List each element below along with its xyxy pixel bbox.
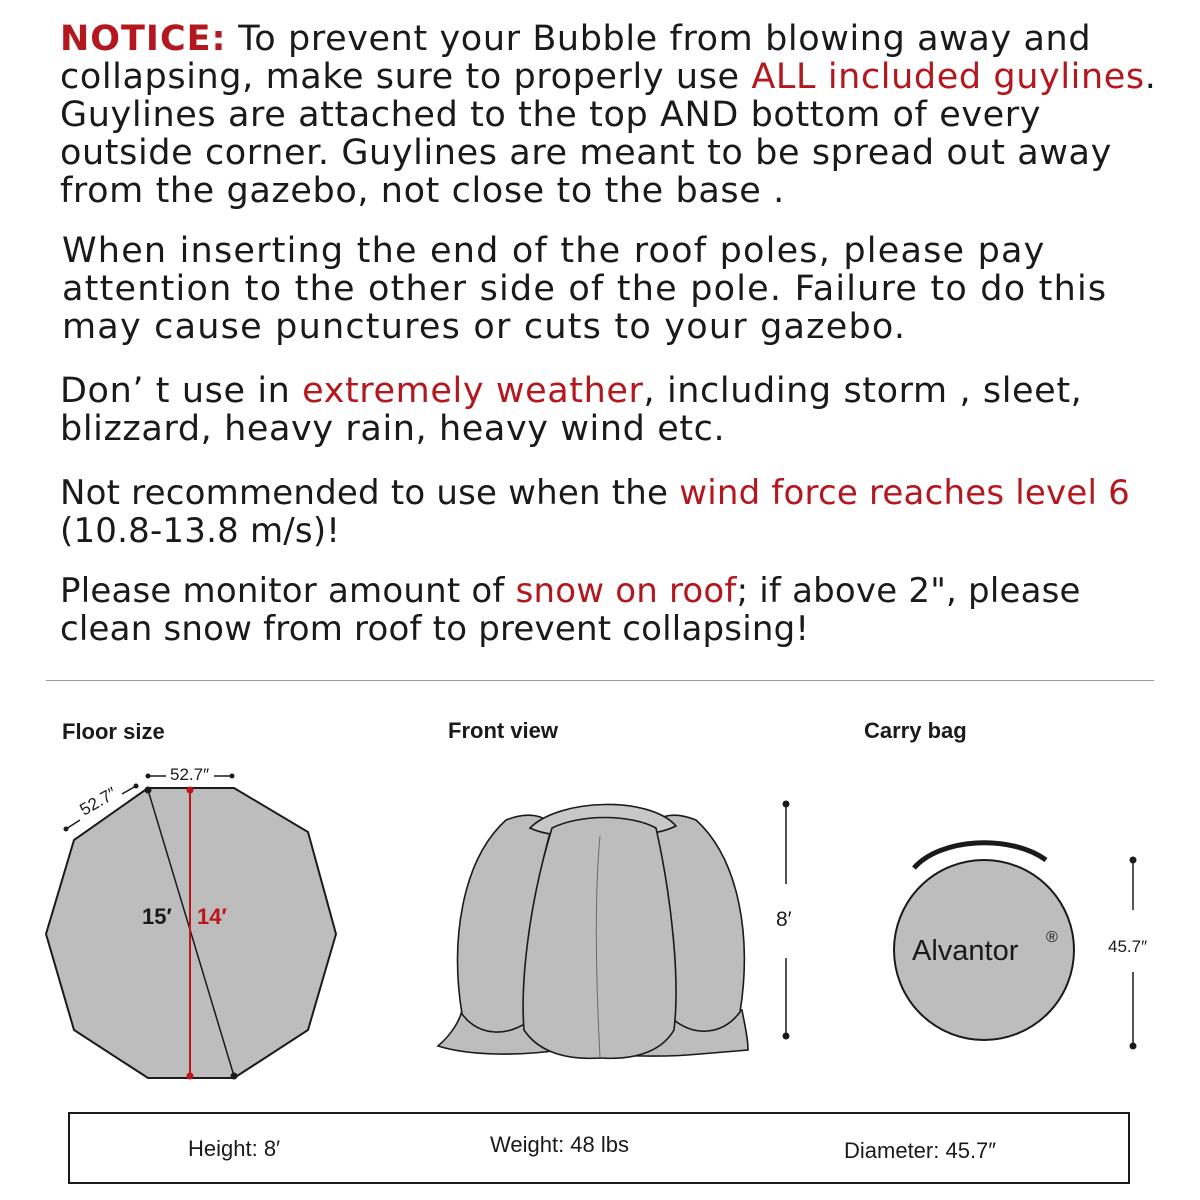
height-dim-top-dot <box>783 801 790 808</box>
bag-dim-bottom-dot <box>1130 1043 1137 1050</box>
tent-center-panel <box>523 818 676 1059</box>
spec-diameter: Diameter: 45.7″ <box>844 1138 997 1163</box>
front-view-diagram <box>438 801 792 1059</box>
notice-line-2-end: . <box>1144 57 1157 97</box>
bag-diameter-label: 45.7″ <box>1108 937 1148 956</box>
width-label: 14′ <box>197 904 227 929</box>
poles-line-1: When inserting the end of the roof poles, please pay <box>62 231 1046 271</box>
front-height-label: 8′ <box>776 908 792 931</box>
snow-line-2: clean snow from roof to prevent collapsing! <box>60 609 810 649</box>
bag-brand-label: Alvantor <box>912 935 1019 967</box>
carry-bag-diagram <box>894 843 1147 1050</box>
diag-dim-upper-dot <box>134 784 139 789</box>
diagonal-end-dot <box>231 1073 238 1080</box>
width-end-dot <box>187 1073 194 1080</box>
poles-line-3: may cause punctures or cuts to your gazebo. <box>62 307 907 347</box>
bag-registered-mark: ® <box>1046 929 1058 946</box>
diag-side-label: 52.7″ <box>76 783 120 820</box>
diagonal-start-dot <box>145 787 152 794</box>
front-view-title: Front view <box>448 718 559 743</box>
specs-box <box>68 1112 1130 1184</box>
wind-line-2: (10.8-13.8 m/s)! <box>60 511 341 551</box>
diagonal-label: 15′ <box>142 904 172 929</box>
width-start-dot <box>187 787 194 794</box>
floor-size-diagram <box>46 765 336 1080</box>
carry-bag-title: Carry bag <box>864 718 967 743</box>
wind-highlight: wind force reaches level 6 <box>679 473 1130 513</box>
snow-line-1-end: ; if above 2", please <box>736 571 1081 611</box>
notice-line-3: Guylines are attached to the top AND bottom of every <box>60 95 1042 135</box>
guylines-highlight: ALL included guylines <box>751 57 1145 97</box>
notice-line-2-text: collapsing, make sure to properly use <box>60 57 752 97</box>
notice-label: NOTICE: <box>60 19 227 59</box>
poles-line-2: attention to the other side of the pole. Failure to do this <box>62 269 1108 309</box>
weather-line-1-start: Don’ t use in <box>60 371 303 411</box>
diag-dim-lower-dot <box>64 827 69 832</box>
notice-line-4: outside corner. Guylines are meant to be spread out away <box>60 133 1112 173</box>
notice-line-5: from the gazebo, not close to the base . <box>60 171 785 211</box>
spec-height: Height: 8′ <box>188 1136 281 1161</box>
notice-line-1-text: To prevent your Bubble from blowing away and <box>226 19 1092 59</box>
weather-line-2: blizzard, heavy rain, heavy wind etc. <box>60 409 726 449</box>
height-dim-bottom-dot <box>783 1033 790 1040</box>
top-dim-left-dot <box>146 774 151 779</box>
snow-line-1-start: Please monitor amount of <box>60 571 516 611</box>
top-dim-right-dot <box>230 774 235 779</box>
floor-size-title: Floor size <box>62 719 165 744</box>
spec-weight: Weight: 48 lbs <box>490 1132 630 1157</box>
bag-dim-top-dot <box>1130 857 1137 864</box>
weather-line-1-end: , including storm , sleet, <box>643 371 1083 411</box>
snow-highlight: snow on roof <box>515 571 737 611</box>
weather-highlight: extremely weather <box>302 371 644 411</box>
top-side-label: 52.7″ <box>170 765 210 784</box>
wind-line-1-start: Not recommended to use when the <box>60 473 680 513</box>
